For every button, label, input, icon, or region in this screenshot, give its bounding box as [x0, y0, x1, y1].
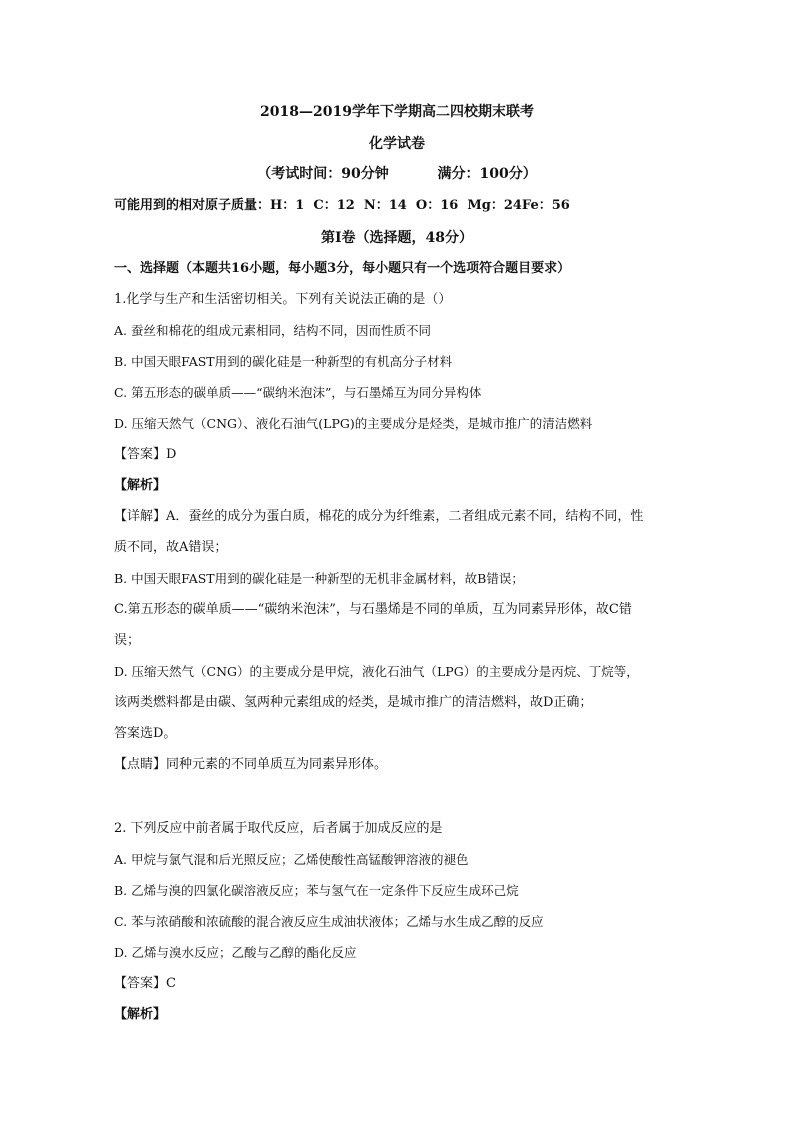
- q1-detail-7: 该两类燃料都是由碳、氢两种元素组成的烃类，是城市推广的清洁燃料，故D正确；: [114, 695, 593, 710]
- q1-option-a: A. 蚕丝和棉花的组成元素相同，结构不同，因而性质不同: [114, 323, 431, 338]
- q1-detail-5: 误；: [114, 633, 141, 648]
- q2-option-d: D. 乙烯与溴水反应；乙酸与乙醇的酯化反应: [114, 945, 357, 960]
- q1-tip: 【点睛】同种元素的不同单质互为同素异形体。: [114, 757, 388, 772]
- q2-option-b: B. 乙烯与溴的四氯化碳溶液反应；苯与氢气在一定条件下反应生成环己烷: [114, 883, 519, 898]
- q1-detail-6: D. 压缩天然气（CNG）的主要成分是甲烷，液化石油气（LPG）的主要成分是丙烷、丁烷等，: [114, 664, 639, 679]
- q1-detail-2: 质不同，故A错误；: [114, 540, 228, 555]
- q1-detail-4: C.第五形态的碳单质——“碳纳米泡沫”，与石墨烯是不同的单质，互为同素异形体，故C错: [114, 602, 632, 617]
- q2-option-c: C. 苯与浓硝酸和浓硫酸的混合液反应生成油状液体；乙烯与水生成乙醇的反应: [114, 914, 544, 929]
- q1-detail-1: 【详解】A．蚕丝的成分为蛋白质，棉花的成分为纤维素，二者组成元素不同，结构不同，性: [114, 509, 644, 524]
- part-title: 第Ⅰ卷（选择题，48分）: [320, 230, 474, 246]
- exam-subject: 化学试卷: [369, 136, 425, 152]
- q1-option-b: B. 中国天眼FAST用到的碳化硅是一种新型的有机高分子材料: [114, 354, 453, 369]
- exam-title: 2018—2019学年下学期高二四校期末联考: [260, 104, 534, 120]
- q1-option-d: D. 压缩天然气（CNG）、液化石油气(LPG)的主要成分是烃类，是城市推广的清洁燃料: [114, 416, 593, 431]
- q1-answer: 【答案】D: [114, 447, 177, 462]
- q1-stem: 1.化学与生产和生活密切相关。下列有关说法正确的是（）: [114, 292, 452, 307]
- q2-option-a: A. 甲烷与氯气混和后光照反应；乙烯使酸性高锰酸钾溶液的褪色: [114, 852, 469, 867]
- q2-stem: 2. 下列反应中前者属于取代反应，后者属于加成反应的是: [114, 821, 443, 836]
- q1-option-c: C. 第五形态的碳单质——“碳纳米泡沫”，与石墨烯互为同分异构体: [114, 385, 482, 400]
- atomic-masses: 可能用到的相对原子质量：H：1 C：12 N：14 O：16 Mg：24Fe：56: [114, 198, 570, 213]
- q1-detail-8: 答案选D。: [114, 726, 177, 741]
- section-instructions: 一、选择题（本题共16小题，每小题3分，每小题只有一个选项符合题目要求）: [114, 261, 571, 276]
- q2-answer: 【答案】C: [114, 976, 176, 991]
- exam-time-info: （考试时间：90分钟 满分：100分）: [257, 166, 537, 182]
- q1-detail-3: B. 中国天眼FAST用到的碳化硅是一种新型的无机非金属材料，故B错误；: [114, 571, 524, 586]
- q2-analysis-label: 【解析】: [114, 1007, 167, 1022]
- q1-analysis-label: 【解析】: [114, 478, 167, 493]
